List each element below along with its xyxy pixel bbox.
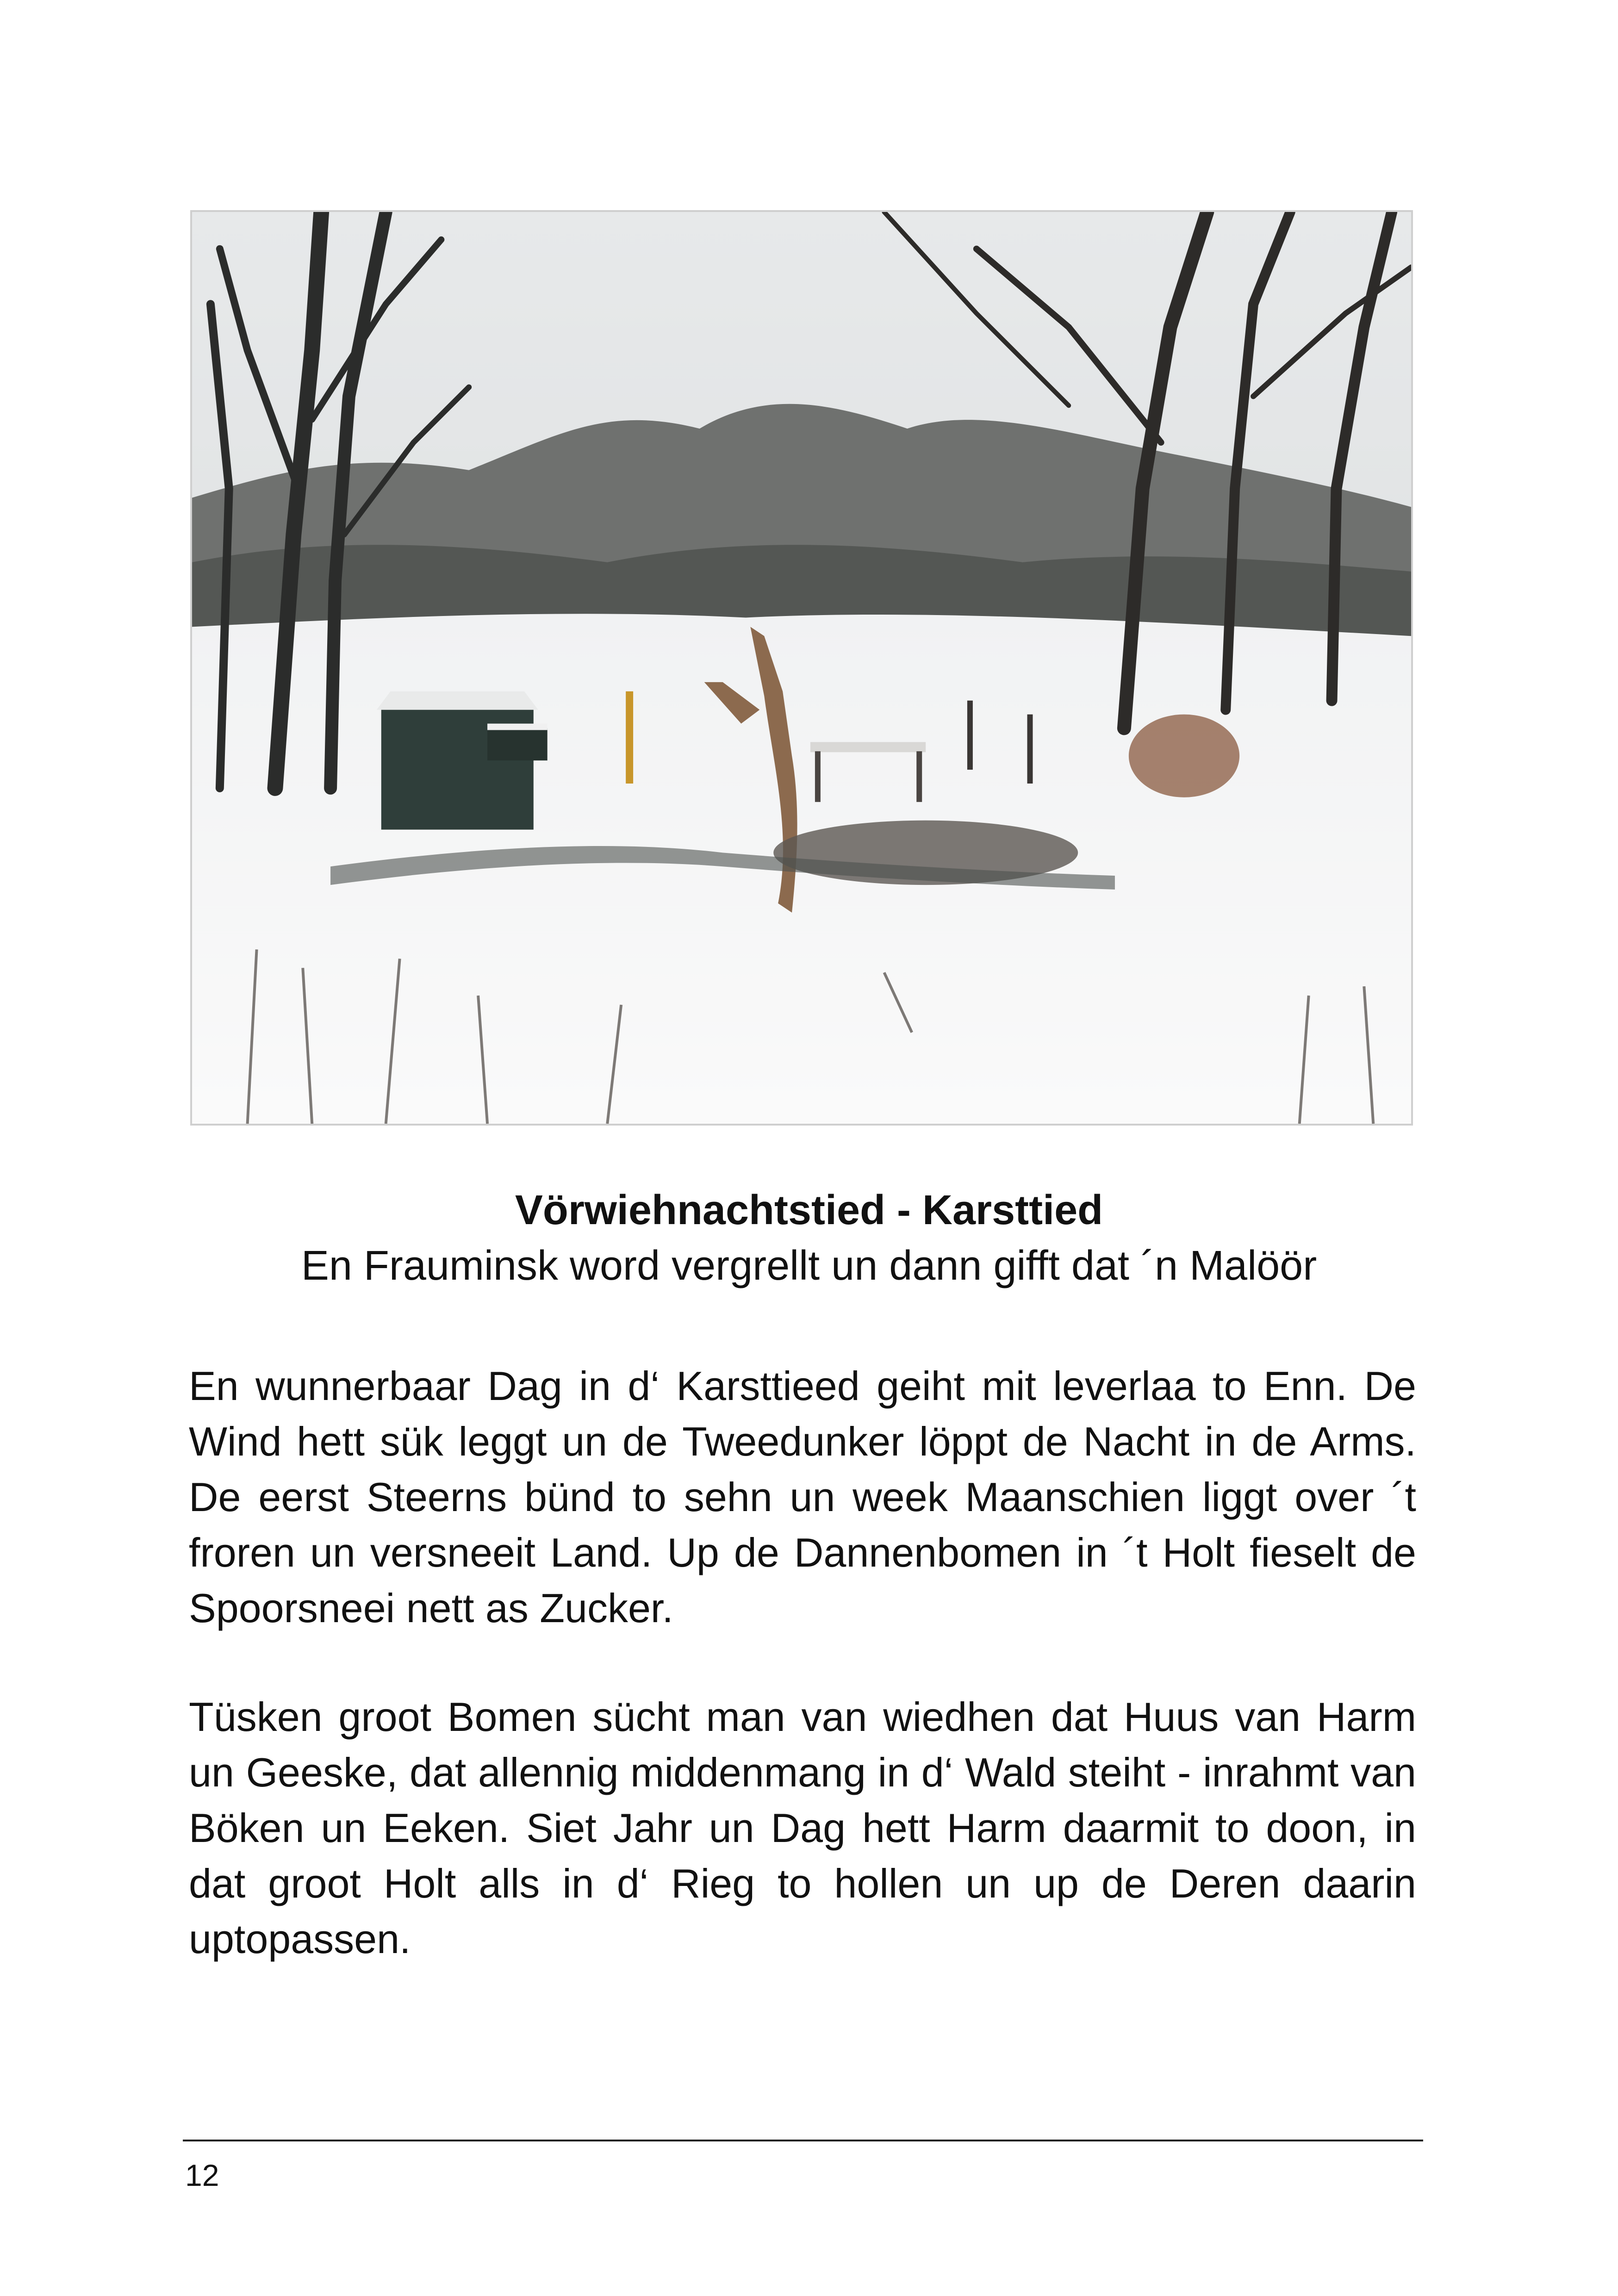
chapter-title: Vörwiehnachtstied - Karsttied [515,1187,1103,1233]
snow-landscape-photo [190,210,1413,1126]
body-paragraph: Tüsken groot Bomen sücht man van wiedhen dat Huus van Harm un Geeske, dat allennig middenmang in d‘ Wald steiht - inrahmt van Böken un Eeken. Siet Jahr un Dag hett Harm daarmit to doon, in dat groot Holt alls in d‘ Rieg to hollen un up de Deren daarin uptopassen. [189,1694,1416,1962]
page-number: 12 [185,2158,219,2192]
chapter-subtitle: En Frauminsk word vergrellt un dann gifft dat ´n Malöör [301,1243,1317,1289]
footer-divider [183,2140,1423,2141]
body-paragraph: En wunnerbaar Dag in d‘ Karsttieed geiht mit leverlaa to Enn. De Wind hett sük leggt un de Tweedunker löppt de Nacht in de Arms. De eerst Steerns bünd to sehn un week Maanschien liggt over ´t froren un versneeit Land. Up de Dannenbomen in ´t Holt fieselt de Spoorsneei nett as Zucker. [189,1363,1416,1631]
